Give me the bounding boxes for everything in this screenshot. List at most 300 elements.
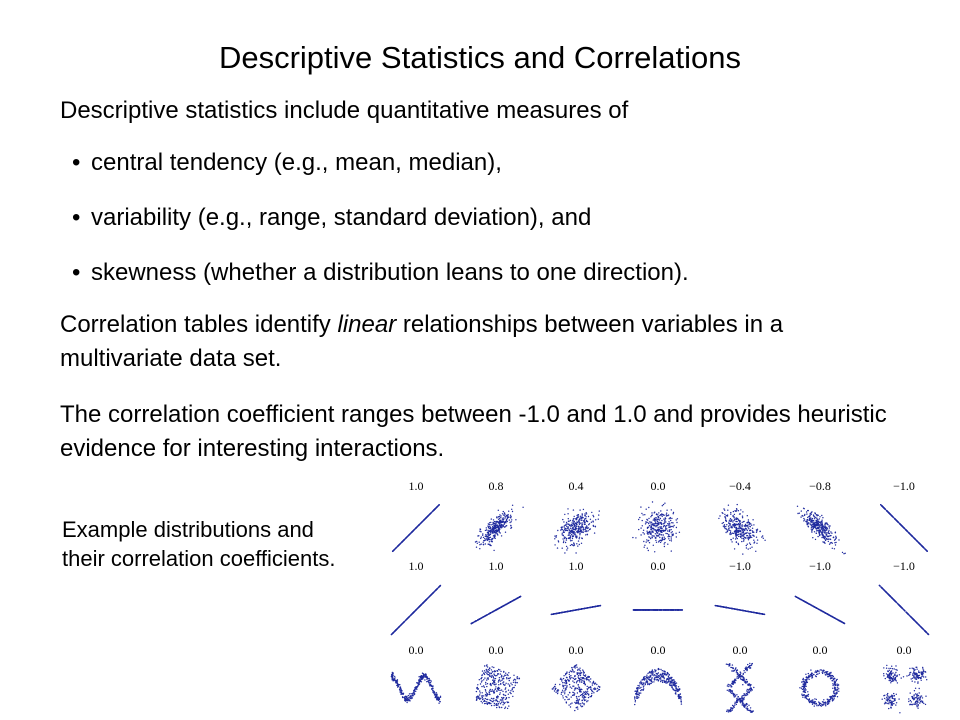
scatter-point bbox=[745, 537, 746, 538]
scatter-point bbox=[502, 704, 503, 705]
scatter-point bbox=[809, 515, 810, 516]
scatter-point bbox=[668, 521, 669, 522]
scatter-point bbox=[828, 526, 829, 527]
scatter-point bbox=[658, 519, 659, 520]
scatter-point bbox=[748, 548, 749, 549]
scatter-point bbox=[585, 515, 586, 516]
scatter-point bbox=[391, 679, 392, 680]
scatter-point bbox=[733, 516, 734, 517]
scatter-point bbox=[916, 540, 917, 541]
scatter-point bbox=[422, 521, 423, 522]
scatter-point bbox=[583, 531, 584, 532]
correlation-label: −1.0 bbox=[809, 559, 831, 573]
scatter-point bbox=[505, 673, 506, 674]
scatter-panel bbox=[879, 585, 930, 636]
scatter-point bbox=[499, 525, 500, 526]
scatter-point bbox=[668, 527, 669, 528]
scatter-point bbox=[658, 523, 659, 524]
scatter-point bbox=[736, 535, 737, 536]
scatter-point bbox=[755, 551, 756, 552]
para1-start: Correlation tables identify bbox=[60, 311, 338, 338]
scatter-point bbox=[658, 512, 659, 513]
scatter-point bbox=[827, 538, 828, 539]
scatter-point bbox=[576, 543, 577, 544]
scatter-point bbox=[427, 597, 428, 598]
scatter-point bbox=[554, 544, 555, 545]
scatter-point bbox=[574, 525, 575, 526]
scatter-point bbox=[838, 620, 839, 621]
scatter-point bbox=[495, 538, 496, 539]
scatter-point bbox=[724, 516, 725, 517]
scatter-point bbox=[485, 530, 486, 531]
scatter-point bbox=[738, 609, 739, 610]
slide-title: Descriptive Statistics and Correlations bbox=[218, 40, 742, 75]
scatter-point bbox=[568, 524, 569, 525]
scatter-point bbox=[807, 519, 808, 520]
scatter-point bbox=[486, 686, 487, 687]
scatter-point bbox=[911, 617, 912, 618]
scatter-point bbox=[672, 522, 673, 523]
scatter-point bbox=[419, 680, 420, 681]
scatter-point bbox=[736, 529, 737, 530]
scatter-point bbox=[423, 602, 424, 603]
scatter-point bbox=[658, 522, 659, 523]
scatter-point bbox=[915, 621, 916, 622]
para1-end: relationships between variables in a multivariate data set. bbox=[60, 311, 784, 372]
scatter-point bbox=[656, 542, 657, 543]
scatter-point bbox=[498, 510, 499, 511]
scatter-point bbox=[583, 521, 584, 522]
scatter-point bbox=[727, 529, 728, 530]
scatter-point bbox=[503, 517, 504, 518]
bullet-item bbox=[72, 150, 689, 205]
scatter-point bbox=[488, 526, 489, 527]
scatter-point bbox=[762, 535, 763, 536]
scatter-point bbox=[719, 515, 720, 516]
scatter-point bbox=[744, 537, 745, 538]
scatter-point bbox=[593, 526, 594, 527]
scatter-point bbox=[431, 686, 432, 687]
scatter-point bbox=[670, 517, 671, 518]
correlation-label: −0.8 bbox=[809, 479, 831, 493]
scatter-point bbox=[884, 508, 885, 509]
scatter-point bbox=[924, 630, 925, 631]
scatter-point bbox=[833, 537, 834, 538]
figure-caption: Example distributions and their correlation coefficients. bbox=[62, 517, 336, 571]
scatter-point bbox=[918, 624, 919, 625]
scatter-point bbox=[746, 532, 747, 533]
scatter-point bbox=[729, 533, 730, 534]
scatter-point bbox=[576, 531, 577, 532]
scatter-point bbox=[414, 694, 415, 695]
scatter-point bbox=[654, 520, 655, 521]
scatter-point bbox=[731, 533, 732, 534]
scatter-point bbox=[504, 514, 505, 515]
scatter-point bbox=[410, 695, 411, 696]
scatter-point bbox=[661, 609, 662, 610]
scatter-point bbox=[747, 611, 748, 612]
scatter-point bbox=[666, 514, 667, 515]
scatter-point bbox=[734, 608, 735, 609]
scatter-point bbox=[500, 517, 501, 518]
scatter-point bbox=[646, 539, 647, 540]
scatter-point bbox=[743, 538, 744, 539]
scatter-point bbox=[503, 697, 504, 698]
scatter-point bbox=[737, 609, 738, 610]
scatter-point bbox=[397, 683, 398, 684]
scatter-point bbox=[495, 523, 496, 524]
scatter-point bbox=[486, 536, 487, 537]
scatter-point bbox=[747, 522, 748, 523]
scatter-point bbox=[647, 534, 648, 535]
scatter-point bbox=[417, 686, 418, 687]
scatter-point bbox=[648, 518, 649, 519]
scatter-point bbox=[664, 542, 665, 543]
scatter-point bbox=[558, 541, 559, 542]
scatter-point bbox=[592, 520, 593, 521]
scatter-point bbox=[647, 540, 648, 541]
scatter-point bbox=[825, 613, 826, 614]
scatter-point bbox=[472, 622, 473, 623]
scatter-point bbox=[509, 522, 510, 523]
scatter-point bbox=[503, 521, 504, 522]
bullet-text: variability (e.g., range, standard deviation), and bbox=[91, 204, 592, 231]
scatter-point bbox=[433, 592, 434, 593]
scatter-point bbox=[657, 532, 658, 533]
scatter-point bbox=[899, 605, 900, 606]
scatter-point bbox=[843, 622, 844, 623]
scatter-point bbox=[566, 549, 567, 550]
scatter-point bbox=[750, 526, 751, 527]
scatter-point bbox=[671, 536, 672, 537]
scatter-point bbox=[665, 521, 666, 522]
scatter-point bbox=[498, 681, 499, 682]
scatter-point bbox=[489, 539, 490, 540]
scatter-point bbox=[722, 523, 723, 524]
scatter-point bbox=[643, 530, 644, 531]
scatter-point bbox=[579, 544, 580, 545]
scatter-point bbox=[426, 516, 427, 517]
scatter-point bbox=[564, 525, 565, 526]
scatter-point bbox=[649, 542, 650, 543]
scatter-point bbox=[412, 530, 413, 531]
scatter-point bbox=[506, 520, 507, 521]
scatter-point bbox=[477, 543, 478, 544]
scatter-point bbox=[919, 625, 920, 626]
scatter-point bbox=[816, 607, 817, 608]
scatter-point bbox=[399, 626, 400, 627]
scatter-point bbox=[579, 533, 580, 534]
scatter-point bbox=[573, 536, 574, 537]
scatter-point bbox=[410, 693, 411, 694]
scatter-point bbox=[579, 509, 580, 510]
scatter-point bbox=[476, 691, 477, 692]
scatter-point bbox=[566, 539, 567, 540]
scatter-point bbox=[809, 523, 810, 524]
scatter-point bbox=[725, 532, 726, 533]
scatter-point bbox=[827, 524, 828, 525]
scatter-point bbox=[740, 534, 741, 535]
scatter-point bbox=[491, 698, 492, 699]
correlation-label: 0.0 bbox=[650, 559, 666, 573]
scatter-panel bbox=[632, 501, 680, 552]
scatter-point bbox=[494, 705, 495, 706]
scatter-point bbox=[751, 537, 752, 538]
scatter-point bbox=[507, 515, 508, 516]
scatter-point bbox=[647, 609, 648, 610]
scatter-point bbox=[742, 516, 743, 517]
scatter-point bbox=[823, 535, 824, 536]
scatter-point bbox=[489, 534, 490, 535]
scatter-point bbox=[406, 696, 407, 697]
scatter-point bbox=[749, 522, 750, 523]
scatter-point bbox=[654, 512, 655, 513]
scatter-point bbox=[885, 591, 886, 592]
scatter-point bbox=[818, 527, 819, 528]
scatter-point bbox=[571, 522, 572, 523]
scatter-point bbox=[819, 525, 820, 526]
scatter-point bbox=[802, 515, 803, 516]
scatter-point bbox=[661, 526, 662, 527]
scatter-point bbox=[825, 537, 826, 538]
scatter-point bbox=[800, 516, 801, 517]
scatter-point bbox=[908, 532, 909, 533]
scatter-point bbox=[401, 694, 402, 695]
scatter-point bbox=[418, 684, 419, 685]
scatter-point bbox=[834, 542, 835, 543]
scatter-point bbox=[408, 697, 409, 698]
scatter-point bbox=[740, 536, 741, 537]
scatter-point bbox=[485, 682, 486, 683]
scatter-point bbox=[490, 545, 491, 546]
scatter-point bbox=[411, 532, 412, 533]
scatter-point bbox=[824, 527, 825, 528]
scatter-point bbox=[486, 527, 487, 528]
scatter-point bbox=[481, 701, 482, 702]
scatter-point bbox=[420, 676, 421, 677]
scatter-point bbox=[657, 535, 658, 536]
scatter-point bbox=[745, 525, 746, 526]
scatter-point bbox=[835, 539, 836, 540]
scatter-point bbox=[504, 517, 505, 518]
scatter-point bbox=[578, 540, 579, 541]
scatter-point bbox=[749, 530, 750, 531]
scatter-point bbox=[430, 684, 431, 685]
scatter-point bbox=[483, 542, 484, 543]
scatter-point bbox=[562, 534, 563, 535]
scatter-point bbox=[571, 532, 572, 533]
scatter-point bbox=[742, 511, 743, 512]
scatter-point bbox=[438, 703, 439, 704]
scatter-point bbox=[482, 535, 483, 536]
scatter-point bbox=[484, 538, 485, 539]
scatter-point bbox=[431, 680, 432, 681]
scatter-point bbox=[820, 527, 821, 528]
scatter-point bbox=[651, 512, 652, 513]
scatter-point bbox=[415, 691, 416, 692]
scatter-point bbox=[736, 537, 737, 538]
scatter-point bbox=[664, 546, 665, 547]
scatter-point bbox=[496, 609, 497, 610]
scatter-point bbox=[499, 690, 500, 691]
scatter-point bbox=[510, 601, 511, 602]
scatter-point bbox=[412, 693, 413, 694]
scatter-point bbox=[479, 528, 480, 529]
scatter-point bbox=[508, 603, 509, 604]
scatter-point bbox=[658, 527, 659, 528]
scatter-point bbox=[732, 521, 733, 522]
scatter-point bbox=[666, 525, 667, 526]
scatter-point bbox=[497, 701, 498, 702]
scatter-point bbox=[586, 513, 587, 514]
scatter-point bbox=[481, 680, 482, 681]
scatter-point bbox=[671, 550, 672, 551]
scatter-point bbox=[667, 515, 668, 516]
scatter-point bbox=[730, 514, 731, 515]
scatter-point bbox=[829, 538, 830, 539]
scatter-point bbox=[660, 528, 661, 529]
scatter-point bbox=[764, 614, 765, 615]
scatter-point bbox=[728, 607, 729, 608]
scatter-point bbox=[730, 539, 731, 540]
scatter-point bbox=[640, 527, 641, 528]
scatter-point bbox=[653, 519, 654, 520]
scatter-point bbox=[570, 545, 571, 546]
scatter-point bbox=[415, 610, 416, 611]
scatter-point bbox=[663, 504, 664, 505]
scatter-point bbox=[573, 543, 574, 544]
scatter-point bbox=[662, 514, 663, 515]
scatter-point bbox=[661, 522, 662, 523]
scatter-point bbox=[433, 692, 434, 693]
scatter-point bbox=[504, 708, 505, 709]
scatter-point bbox=[411, 697, 412, 698]
scatter-point bbox=[495, 699, 496, 700]
scatter-point bbox=[480, 538, 481, 539]
scatter-point bbox=[823, 528, 824, 529]
scatter-point bbox=[728, 505, 729, 506]
scatter-point bbox=[756, 532, 757, 533]
scatter-point bbox=[817, 519, 818, 520]
scatter-point bbox=[897, 603, 898, 604]
scatter-point bbox=[483, 695, 484, 696]
bullet-dot: • bbox=[72, 259, 81, 286]
scatter-point bbox=[657, 514, 658, 515]
scatter-point bbox=[736, 509, 737, 510]
scatter-point bbox=[408, 695, 409, 696]
scatter-point bbox=[743, 521, 744, 522]
scatter-point bbox=[673, 525, 674, 526]
scatter-point bbox=[660, 510, 661, 511]
bullet-item bbox=[72, 260, 689, 315]
scatter-point bbox=[489, 541, 490, 542]
scatter-panel bbox=[715, 605, 766, 615]
scatter-point bbox=[824, 531, 825, 532]
scatter-point bbox=[592, 515, 593, 516]
scatter-point bbox=[392, 672, 393, 673]
scatter-point bbox=[567, 513, 568, 514]
scatter-point bbox=[565, 528, 566, 529]
scatter-point bbox=[723, 606, 724, 607]
scatter-point bbox=[429, 595, 430, 596]
scatter-point bbox=[494, 526, 495, 527]
scatter-point bbox=[485, 534, 486, 535]
scatter-point bbox=[440, 697, 441, 698]
scatter-point bbox=[392, 674, 393, 675]
scatter-point bbox=[500, 673, 501, 674]
scatter-point bbox=[640, 506, 641, 507]
scatter-point bbox=[803, 520, 804, 521]
scatter-point bbox=[497, 526, 498, 527]
scatter-point bbox=[747, 530, 748, 531]
scatter-point bbox=[671, 532, 672, 533]
scatter-point bbox=[410, 614, 411, 615]
scatter-point bbox=[659, 534, 660, 535]
scatter-point bbox=[482, 702, 483, 703]
scatter-point bbox=[556, 535, 557, 536]
scatter-point bbox=[648, 523, 649, 524]
scatter-point bbox=[571, 610, 572, 611]
scatter-point bbox=[641, 513, 642, 514]
scatter-point bbox=[742, 522, 743, 523]
correlation-label: 0.0 bbox=[650, 479, 666, 493]
scatter-panel bbox=[475, 505, 524, 551]
scatter-point bbox=[821, 537, 822, 538]
scatter-point bbox=[824, 543, 825, 544]
scatter-point bbox=[801, 599, 802, 600]
scatter-point bbox=[571, 544, 572, 545]
scatter-point bbox=[551, 614, 552, 615]
scatter-point bbox=[505, 683, 506, 684]
scatter-point bbox=[649, 521, 650, 522]
bullet-item bbox=[72, 205, 689, 260]
scatter-point bbox=[679, 532, 680, 533]
scatter-point bbox=[481, 543, 482, 544]
scatter-point bbox=[417, 608, 418, 609]
scatter-point bbox=[757, 539, 758, 540]
scatter-point bbox=[646, 509, 647, 510]
scatter-point bbox=[510, 683, 511, 684]
scatter-point bbox=[424, 519, 425, 520]
scatter-point bbox=[839, 620, 840, 621]
scatter-point bbox=[479, 542, 480, 543]
scatter-point bbox=[489, 526, 490, 527]
scatter-point bbox=[671, 522, 672, 523]
scatter-point bbox=[726, 521, 727, 522]
scatter-point bbox=[578, 526, 579, 527]
scatter-point bbox=[418, 606, 419, 607]
scatter-point bbox=[400, 690, 401, 691]
scatter-point bbox=[587, 534, 588, 535]
scatter-point bbox=[570, 535, 571, 536]
scatter-point bbox=[503, 605, 504, 606]
scatter-point bbox=[821, 515, 822, 516]
scatter-point bbox=[720, 606, 721, 607]
scatter-point bbox=[484, 616, 485, 617]
scatter-point bbox=[806, 520, 807, 521]
scatter-point bbox=[477, 535, 478, 536]
scatter-point bbox=[816, 515, 817, 516]
correlation-label: 0.4 bbox=[568, 479, 584, 493]
scatter-panel bbox=[880, 504, 928, 552]
scatter-point bbox=[493, 519, 494, 520]
scatter-point bbox=[664, 530, 665, 531]
scatter-panel bbox=[797, 506, 846, 555]
scatter-point bbox=[570, 538, 571, 539]
scatter-point bbox=[490, 530, 491, 531]
scatter-point bbox=[882, 588, 883, 589]
scatter-point bbox=[401, 542, 402, 543]
